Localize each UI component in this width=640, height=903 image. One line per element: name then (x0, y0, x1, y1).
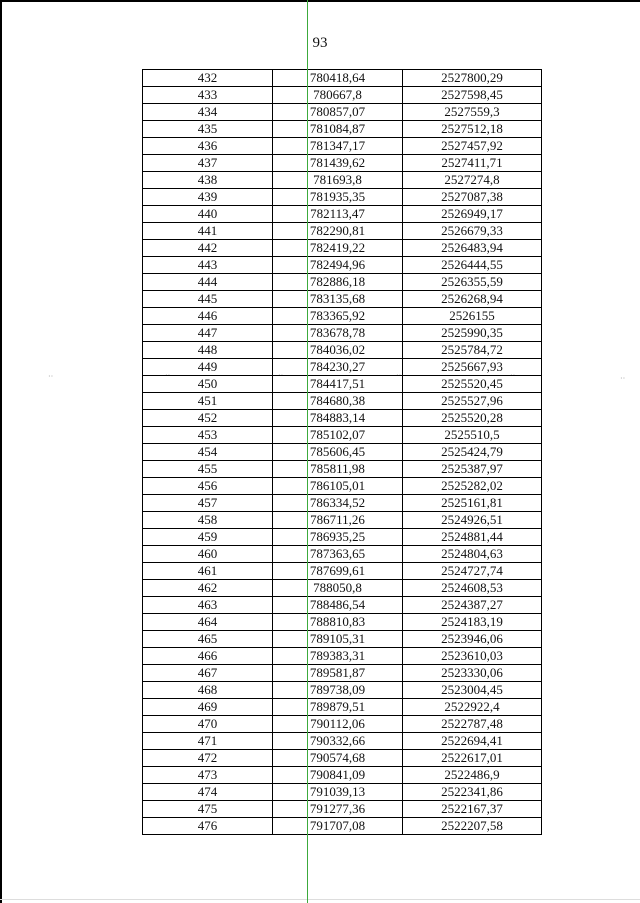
scan-speck: ·· (165, 371, 171, 380)
y-coordinate-cell: 2526268,94 (403, 291, 542, 308)
point-number-cell: 474 (143, 784, 273, 801)
y-coordinate-cell: 2524881,44 (403, 529, 542, 546)
y-coordinate-cell: 2524183,19 (403, 614, 542, 631)
table-row (143, 274, 542, 291)
point-number-cell: 472 (143, 750, 273, 767)
table-row (143, 699, 542, 716)
coordinates-table-body (143, 70, 542, 835)
point-number-cell: 467 (143, 665, 273, 682)
y-coordinate-cell: 2522486,9 (403, 767, 542, 784)
table-row (143, 87, 542, 104)
x-coordinate-cell: 788810,83 (273, 614, 403, 631)
x-coordinate-cell: 787699,61 (273, 563, 403, 580)
table-row (143, 291, 542, 308)
table-row (143, 580, 542, 597)
y-coordinate-cell: 2523004,45 (403, 682, 542, 699)
y-coordinate-cell: 2522694,41 (403, 733, 542, 750)
table-row (143, 784, 542, 801)
page-bottom-edge (0, 899, 640, 900)
table-row (143, 359, 542, 376)
point-number-cell: 466 (143, 648, 273, 665)
point-number-cell: 458 (143, 512, 273, 529)
point-number-cell: 444 (143, 274, 273, 291)
x-coordinate-cell: 786105,01 (273, 478, 403, 495)
table-row (143, 631, 542, 648)
table-row (143, 325, 542, 342)
x-coordinate-cell: 788486,54 (273, 597, 403, 614)
point-number-cell: 461 (143, 563, 273, 580)
y-coordinate-cell: 2525527,96 (403, 393, 542, 410)
table-row (143, 648, 542, 665)
point-number-cell: 438 (143, 172, 273, 189)
point-number-cell: 462 (143, 580, 273, 597)
x-coordinate-cell: 785811,98 (273, 461, 403, 478)
x-coordinate-cell: 790841,09 (273, 767, 403, 784)
y-coordinate-cell: 2527512,18 (403, 121, 542, 138)
y-coordinate-cell: 2522341,86 (403, 784, 542, 801)
point-number-cell: 440 (143, 206, 273, 223)
x-coordinate-cell: 781693,8 (273, 172, 403, 189)
y-coordinate-cell: 2526355,59 (403, 274, 542, 291)
y-coordinate-cell: 2525161,81 (403, 495, 542, 512)
table-row (143, 529, 542, 546)
x-coordinate-cell: 784680,38 (273, 393, 403, 410)
page-number: 93 (312, 35, 328, 51)
point-number-cell: 441 (143, 223, 273, 240)
x-coordinate-cell: 786935,25 (273, 529, 403, 546)
y-coordinate-cell: 2525784,72 (403, 342, 542, 359)
point-number-cell: 457 (143, 495, 273, 512)
y-coordinate-cell: 2526949,17 (403, 206, 542, 223)
point-number-cell: 464 (143, 614, 273, 631)
table-row (143, 240, 542, 257)
y-coordinate-cell: 2526679,33 (403, 223, 542, 240)
point-number-cell: 447 (143, 325, 273, 342)
y-coordinate-cell: 2527411,71 (403, 155, 542, 172)
table-row (143, 121, 542, 138)
y-coordinate-cell: 2527800,29 (403, 70, 542, 87)
x-coordinate-cell: 789879,51 (273, 699, 403, 716)
x-coordinate-cell: 791277,36 (273, 801, 403, 818)
table-row (143, 563, 542, 580)
table-row (143, 104, 542, 121)
y-coordinate-cell: 2522922,4 (403, 699, 542, 716)
table-row (143, 138, 542, 155)
y-coordinate-cell: 2525424,79 (403, 444, 542, 461)
point-number-cell: 449 (143, 359, 273, 376)
table-row (143, 546, 542, 563)
table-row (143, 461, 542, 478)
x-coordinate-cell: 786334,52 (273, 495, 403, 512)
x-coordinate-cell: 781084,87 (273, 121, 403, 138)
table-row (143, 801, 542, 818)
page-left-edge (0, 0, 2, 903)
y-coordinate-cell: 2526483,94 (403, 240, 542, 257)
scan-speck: ·· (510, 371, 516, 380)
table-row (143, 478, 542, 495)
x-coordinate-cell: 782886,18 (273, 274, 403, 291)
y-coordinate-cell: 2525667,93 (403, 359, 542, 376)
y-coordinate-cell: 2527087,38 (403, 189, 542, 206)
y-coordinate-cell: 2522207,58 (403, 818, 542, 835)
y-coordinate-cell: 2523330,06 (403, 665, 542, 682)
coordinates-table (142, 69, 542, 835)
x-coordinate-cell: 782494,96 (273, 257, 403, 274)
y-coordinate-cell: 2524608,53 (403, 580, 542, 597)
x-coordinate-cell: 789105,31 (273, 631, 403, 648)
x-coordinate-cell: 783135,68 (273, 291, 403, 308)
scan-speck: ·· (620, 374, 626, 383)
x-coordinate-cell: 785606,45 (273, 444, 403, 461)
point-number-cell: 446 (143, 308, 273, 325)
x-coordinate-cell: 781935,35 (273, 189, 403, 206)
point-number-cell: 468 (143, 682, 273, 699)
table-row (143, 665, 542, 682)
x-coordinate-cell: 789383,31 (273, 648, 403, 665)
table-row (143, 393, 542, 410)
table-row (143, 155, 542, 172)
y-coordinate-cell: 2523610,03 (403, 648, 542, 665)
x-coordinate-cell: 789581,87 (273, 665, 403, 682)
x-coordinate-cell: 787363,65 (273, 546, 403, 563)
y-coordinate-cell: 2525387,97 (403, 461, 542, 478)
table-row (143, 682, 542, 699)
point-number-cell: 460 (143, 546, 273, 563)
x-coordinate-cell: 790574,68 (273, 750, 403, 767)
y-coordinate-cell: 2526155 (403, 308, 542, 325)
table-row (143, 189, 542, 206)
x-coordinate-cell: 786711,26 (273, 512, 403, 529)
vertical-guide-line (307, 0, 308, 903)
y-coordinate-cell: 2524727,74 (403, 563, 542, 580)
x-coordinate-cell: 788050,8 (273, 580, 403, 597)
y-coordinate-cell: 2524926,51 (403, 512, 542, 529)
x-coordinate-cell: 781347,17 (273, 138, 403, 155)
table-row (143, 495, 542, 512)
x-coordinate-cell: 782419,22 (273, 240, 403, 257)
table-row (143, 206, 542, 223)
point-number-cell: 434 (143, 104, 273, 121)
point-number-cell: 450 (143, 376, 273, 393)
x-coordinate-cell: 782113,47 (273, 206, 403, 223)
point-number-cell: 476 (143, 818, 273, 835)
point-number-cell: 455 (143, 461, 273, 478)
x-coordinate-cell: 790332,66 (273, 733, 403, 750)
x-coordinate-cell: 782290,81 (273, 223, 403, 240)
y-coordinate-cell: 2526444,55 (403, 257, 542, 274)
table-row (143, 733, 542, 750)
y-coordinate-cell: 2525510,5 (403, 427, 542, 444)
point-number-cell: 448 (143, 342, 273, 359)
x-coordinate-cell: 780667,8 (273, 87, 403, 104)
table-row (143, 70, 542, 87)
table-row (143, 410, 542, 427)
y-coordinate-cell: 2524804,63 (403, 546, 542, 563)
table-row (143, 597, 542, 614)
x-coordinate-cell: 789738,09 (273, 682, 403, 699)
table-row (143, 767, 542, 784)
x-coordinate-cell: 784230,27 (273, 359, 403, 376)
point-number-cell: 459 (143, 529, 273, 546)
point-number-cell: 437 (143, 155, 273, 172)
point-number-cell: 432 (143, 70, 273, 87)
y-coordinate-cell: 2525520,45 (403, 376, 542, 393)
point-number-cell: 452 (143, 410, 273, 427)
point-number-cell: 471 (143, 733, 273, 750)
point-number-cell: 470 (143, 716, 273, 733)
point-number-cell: 453 (143, 427, 273, 444)
point-number-cell: 451 (143, 393, 273, 410)
y-coordinate-cell: 2522617,01 (403, 750, 542, 767)
table-row (143, 512, 542, 529)
x-coordinate-cell: 783365,92 (273, 308, 403, 325)
point-number-cell: 435 (143, 121, 273, 138)
table-row (143, 223, 542, 240)
point-number-cell: 442 (143, 240, 273, 257)
x-coordinate-cell: 780418,64 (273, 70, 403, 87)
table-row (143, 376, 542, 393)
y-coordinate-cell: 2527598,45 (403, 87, 542, 104)
y-coordinate-cell: 2522167,37 (403, 801, 542, 818)
scan-speck: ·· (48, 372, 54, 381)
point-number-cell: 445 (143, 291, 273, 308)
y-coordinate-cell: 2522787,48 (403, 716, 542, 733)
table-row (143, 257, 542, 274)
x-coordinate-cell: 783678,78 (273, 325, 403, 342)
x-coordinate-cell: 780857,07 (273, 104, 403, 121)
point-number-cell: 433 (143, 87, 273, 104)
point-number-cell: 475 (143, 801, 273, 818)
y-coordinate-cell: 2525990,35 (403, 325, 542, 342)
point-number-cell: 443 (143, 257, 273, 274)
y-coordinate-cell: 2523946,06 (403, 631, 542, 648)
page-top-edge (0, 0, 640, 2)
table-row (143, 342, 542, 359)
table-row (143, 427, 542, 444)
y-coordinate-cell: 2525520,28 (403, 410, 542, 427)
table-row (143, 614, 542, 631)
x-coordinate-cell: 790112,06 (273, 716, 403, 733)
point-number-cell: 469 (143, 699, 273, 716)
point-number-cell: 473 (143, 767, 273, 784)
x-coordinate-cell: 784417,51 (273, 376, 403, 393)
table-row (143, 444, 542, 461)
scan-speck: ·· (396, 371, 402, 380)
y-coordinate-cell: 2527457,92 (403, 138, 542, 155)
point-number-cell: 463 (143, 597, 273, 614)
point-number-cell: 439 (143, 189, 273, 206)
x-coordinate-cell: 784036,02 (273, 342, 403, 359)
y-coordinate-cell: 2527559,3 (403, 104, 542, 121)
point-number-cell: 454 (143, 444, 273, 461)
x-coordinate-cell: 791039,13 (273, 784, 403, 801)
y-coordinate-cell: 2527274,8 (403, 172, 542, 189)
y-coordinate-cell: 2524387,27 (403, 597, 542, 614)
point-number-cell: 465 (143, 631, 273, 648)
y-coordinate-cell: 2525282,02 (403, 478, 542, 495)
scan-speck: ·· (278, 371, 284, 380)
x-coordinate-cell: 791707,08 (273, 818, 403, 835)
point-number-cell: 436 (143, 138, 273, 155)
point-number-cell: 456 (143, 478, 273, 495)
table-row (143, 818, 542, 835)
x-coordinate-cell: 781439,62 (273, 155, 403, 172)
table-row (143, 750, 542, 767)
table-row (143, 716, 542, 733)
x-coordinate-cell: 784883,14 (273, 410, 403, 427)
table-row (143, 172, 542, 189)
table-row (143, 308, 542, 325)
x-coordinate-cell: 785102,07 (273, 427, 403, 444)
